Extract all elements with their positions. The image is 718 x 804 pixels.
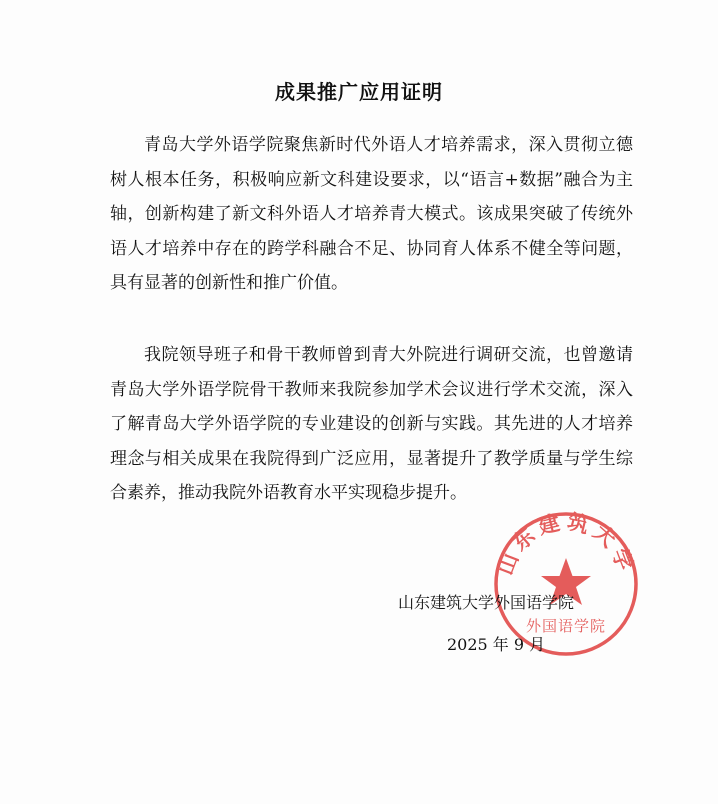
seal-outer-text: 山东建筑大学 <box>492 510 640 579</box>
paragraph-1: 青岛大学外语学院聚焦新时代外语人才培养需求，深入贯彻立德树人根本任务，积极响应新文科建设要求，以“语言+数据”融合为主轴，创新构建了新文科外语人才培养青大模式。该成果突破了传统外语人才培养中存在的跨学科融合不足、协同育人体系不健全等问题，具有显著的创新性和推广价值。 <box>110 135 633 293</box>
paragraph-2: 我院领导班子和骨干教师曾到青大外院进行调研交流，也曾邀请青岛大学外语学院骨干教师来我院参加学术会议进行学术交流，深入了解青岛大学外语学院的专业建设的创新与实践。其先进的人才培养理念与相关成果在我院得到广泛应用，显著提升了教学质量与学生综合素养，推动我院外语教育水平实现稳步提升。 <box>110 345 633 503</box>
signature-date: 2025 年 9 月 <box>447 635 546 654</box>
document-title: 成果推广应用证明 <box>275 80 443 104</box>
seal-inner-text: 外国语学院 <box>525 617 607 635</box>
signature-organization: 山东建筑大学外国语学院 <box>398 593 575 612</box>
